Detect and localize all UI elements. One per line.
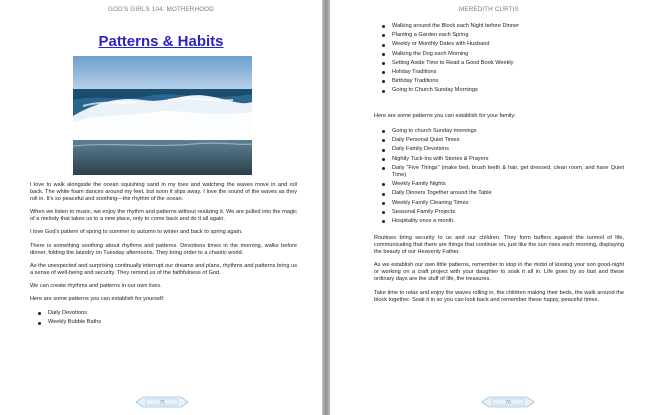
list-item: Daily Devotions: [48, 309, 297, 318]
list-item: Nightly Tuck-Ins with Stories & Prayers: [392, 155, 624, 164]
family-intro: Here are some patterns you can establish for your family:: [374, 113, 516, 119]
page-gutter: [322, 0, 330, 415]
running-head-left: GOD'S GIRLS 104: MOTHERHOOD: [108, 6, 214, 13]
list-item: Going to Church Sunday Mornings: [392, 86, 624, 95]
ocean-wave-photo: [73, 56, 252, 175]
list-item: Daily "Five Things" (make bed, brush teeth & hair, get dressed, clean room, and have Quiet Time): [392, 164, 624, 180]
paragraph: When we listen to music, we enjoy the rhythm and patterns without realizing it. We are pulled into the magic of a melody that takes us to a new place, only to come back and do it all again.: [30, 209, 297, 223]
page-title: Patterns & Habits: [98, 33, 224, 50]
paragraph: As we establish our own little patterns, remember to stop in the midst of kissing your son good-night or working on a craft project with your daughter to soak it all in. Life goes by so fast and these ordinary days are the stuff of life, the treasures.: [374, 262, 624, 283]
list-item: Weekly Family Cleaning Times: [392, 199, 624, 208]
personal-patterns-list-continued: [374, 22, 624, 96]
paragraph: We can create rhythms and patterns in our own lives.: [30, 282, 162, 289]
family-patterns-list: [374, 127, 624, 226]
paragraph: Routines bring security to us and our children. They form buffers against the turmoil of life, communicating that there are things that continue on, just like the sun rises each morning, displaying the beauty of our Heavenly Father.: [374, 235, 624, 256]
list-item: Setting Aside Time to Read a Good Book Weekly: [392, 59, 624, 68]
right-page: [330, 0, 648, 415]
page-number-badge: [480, 395, 536, 409]
list-item: Going to church Sunday mornings: [392, 127, 624, 136]
left-page: [0, 0, 322, 415]
list-item: Daily Personal Quiet Times: [392, 136, 624, 145]
list-item: Planting a Garden each Spring: [392, 31, 624, 40]
closing-paragraphs: [374, 235, 624, 310]
paragraph: As the unexpected and surprising continually interrupt our dreams and plans, rhythms and patterns bring us a sense of well-being and security. They remind us of the faithfulness of God.: [30, 262, 297, 276]
left-body-text: [30, 182, 297, 328]
list-item: Weekly or Monthly Dates with Husband: [392, 40, 624, 49]
paragraph: Take time to relax and enjoy the waves rolling in, the children making their beds, the walk around the block together. Soak it in so you can look back and remember these happy, peaceful times.: [374, 289, 624, 303]
paragraph: Here are some patterns you can establish for yourself:: [30, 296, 165, 303]
list-item: Weekly Bubble Baths: [48, 318, 297, 327]
page-number: 75: [159, 400, 165, 407]
list-item: Walking the Dog each Morning: [392, 50, 624, 59]
list-item: Weekly Family Nights: [392, 180, 624, 189]
list-item: Daily Family Devotions: [392, 145, 624, 154]
running-head-right: MEREDITH CURTIS: [459, 6, 519, 13]
page-number-badge: [134, 395, 190, 409]
family-patterns: [374, 127, 624, 226]
page-number: 76: [505, 400, 511, 407]
paragraph: There is something soothing about rhythms and patterns. Devotions times in the morning, walks before dinner, folding the laundry on Tuesday afternoons. They bring order to a chaotic world.: [30, 242, 297, 256]
list-item: Hospitality once a month.: [392, 217, 624, 226]
list-item: Birthday Traditions: [392, 77, 624, 86]
list-item: Daily Dinners Together around the Table: [392, 189, 624, 198]
personal-patterns-list: [30, 309, 297, 327]
paragraph: I love God's pattern of spring to summer to autumn to winter and back to spring again.: [30, 229, 243, 236]
right-body-text: [374, 22, 624, 96]
list-item: Walking around the Block each Night before Dinner: [392, 22, 624, 31]
list-item: Seasonal Family Projects: [392, 208, 624, 217]
list-item: Holiday Traditions: [392, 68, 624, 77]
paragraph: I love to walk alongside the ocean squishing sand in my toes and watching the waves move in and roll back. The white foam dances around my feet, but soon it slips away. I love the sound of the waves as they roll in. It's so peaceful and soothing—the rhythm of the ocean.: [30, 182, 297, 203]
